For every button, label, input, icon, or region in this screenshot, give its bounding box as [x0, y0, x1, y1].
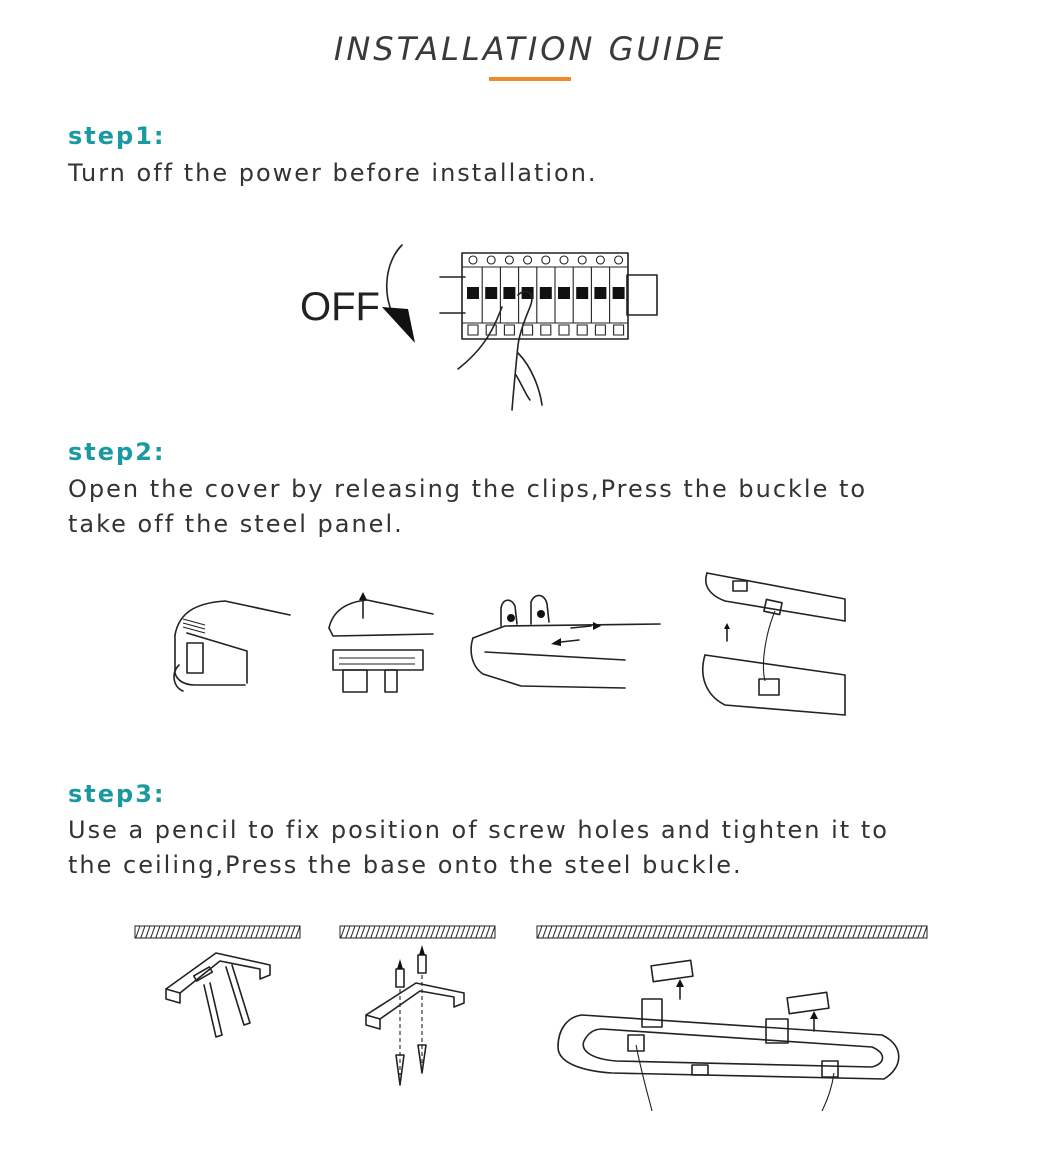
breaker-terminal [578, 256, 586, 264]
breaker-switch [467, 287, 479, 299]
press-base-illustration [552, 955, 912, 1115]
breaker-switch [613, 287, 625, 299]
ceiling-hatch-2 [340, 926, 495, 940]
breaker-terminal [468, 325, 478, 335]
step2-label: step2: [68, 438, 166, 466]
panel-removed-illustration [695, 565, 855, 730]
breaker-terminal [542, 256, 550, 264]
step2-text: Open the cover by releasing the clips,Press the buckle to take off the steel panel. [68, 475, 868, 538]
breaker-switch [576, 287, 588, 299]
page-title: INSTALLATION GUIDE [333, 30, 727, 68]
steel-panel-release-illustration [465, 588, 665, 698]
title-underline [489, 77, 571, 81]
breaker-terminal [595, 325, 605, 335]
step3-label: step3: [68, 780, 166, 808]
cover-clip-illustration [165, 595, 295, 695]
breaker-terminal [523, 325, 533, 335]
breaker-terminal [596, 256, 604, 264]
breaker-terminal [541, 325, 551, 335]
breaker-terminal [614, 325, 624, 335]
step1-text: Turn off the power before installation. [68, 159, 598, 187]
breaker-terminal [560, 256, 568, 264]
ceiling-hatch-1 [135, 926, 300, 940]
fix-screws-illustration [360, 945, 470, 1090]
breaker-switch [503, 287, 515, 299]
lift-cover-illustration [325, 590, 440, 700]
breaker-terminal [615, 256, 623, 264]
breaker-terminal [577, 325, 587, 335]
breaker-switch [594, 287, 606, 299]
breaker-switch [540, 287, 552, 299]
off-label: OFF [300, 285, 380, 329]
breaker-panel-illustration [290, 235, 670, 415]
breaker-terminal [559, 325, 569, 335]
breaker-terminal [505, 256, 513, 264]
ceiling-hatch-3 [537, 926, 927, 940]
breaker-terminal [524, 256, 532, 264]
breaker-switch [485, 287, 497, 299]
step3-text: Use a pencil to fix position of screw holes and tighten it to the ceiling,Press the base onto the steel buckle. [68, 816, 889, 879]
breaker-terminal [469, 256, 477, 264]
step1-label: step1: [68, 122, 166, 150]
breaker-terminal [487, 256, 495, 264]
mark-screw-holes-illustration [160, 945, 285, 1045]
breaker-terminal [504, 325, 514, 335]
breaker-switch [558, 287, 570, 299]
